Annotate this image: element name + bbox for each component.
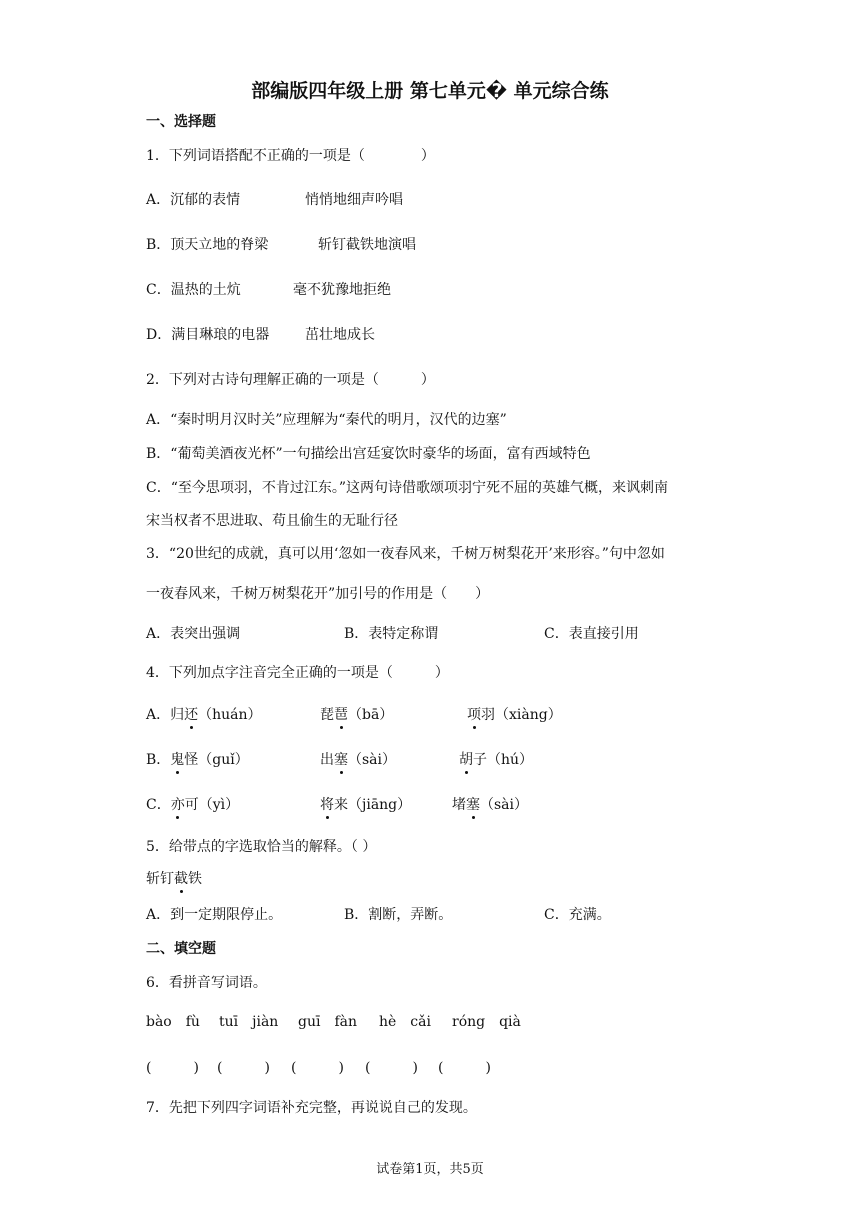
q4-option-b	[146, 750, 249, 770]
q6-pinyin-1: bào fù	[146, 1014, 200, 1030]
q4-b-w3-pinyin: （hú）	[487, 752, 534, 768]
q4-option-a-word2	[320, 705, 393, 725]
q4-option-b-word3	[459, 750, 533, 770]
q4-c-w2-char: 来	[334, 797, 348, 813]
q4-b-w2-dotted-char: 塞	[334, 752, 348, 768]
q1-option-a: A．沉郁的表情	[146, 192, 241, 208]
q4-b-char: 怪	[184, 752, 199, 768]
question-2-stem: 2．下列对古诗句理解正确的一项是（ ）	[146, 372, 435, 388]
q3-option-b: B．表特定称谓	[344, 626, 439, 642]
q4-b-w3-dotted-char: 胡	[459, 752, 473, 768]
q6-blank-5[interactable]: ( )	[438, 1060, 491, 1076]
q4-b-w2-char: 出	[320, 752, 334, 768]
q4-c-dotted-char: 亦	[170, 797, 185, 813]
q4-a-w3-dotted-char: 项	[467, 707, 481, 723]
q4-c-char: 可	[184, 797, 199, 813]
q4-a-w3-char: 羽	[481, 707, 495, 723]
q4-option-c	[146, 795, 239, 815]
q2-option-c-line2: 宋当权者不思进取、苟且偷生的无耻行径	[146, 513, 398, 529]
q4-a-pinyin: （huán）	[198, 707, 262, 723]
q4-c-pinyin: （yì）	[198, 797, 240, 813]
question-4-stem: 4．下列加点字注音完全正确的一项是（ ）	[146, 665, 449, 681]
q2-option-c-line1: C．“至今思项羽，不肯过江东。”这两句诗借歌颂项羽宁死不屈的英雄气概，来讽刺南	[146, 480, 669, 496]
q5-option-a: A．到一定期限停止。	[146, 907, 283, 923]
question-1-stem: 1．下列词语搭配不正确的一项是（ ）	[146, 148, 435, 164]
q4-a-w2-char: 琵	[320, 707, 334, 723]
section-heading-fill: 二、填空题	[146, 941, 216, 957]
q4-a-char: 归	[170, 707, 185, 723]
q6-pinyin-5: róng qià	[452, 1014, 521, 1030]
q6-blank-2[interactable]: ( )	[217, 1060, 270, 1076]
q1-option-d-phrase: 茁壮地成长	[305, 327, 375, 343]
q4-option-c-word2	[320, 795, 411, 815]
q4-c-w3-pinyin: （sài）	[480, 797, 529, 813]
q4-b-pinyin: （guǐ）	[198, 752, 249, 768]
q4-a-w2-pinyin: （bā）	[348, 707, 394, 723]
q6-pinyin-4: hè cǎi	[379, 1014, 431, 1030]
q3-option-c: C．表直接引用	[544, 626, 639, 642]
q4-a-label: A．	[146, 707, 171, 723]
q4-option-a	[146, 705, 262, 725]
q6-blank-1[interactable]: ( )	[146, 1060, 199, 1076]
q4-a-dotted-char: 还	[184, 707, 199, 723]
q6-blank-3[interactable]: ( )	[291, 1060, 344, 1076]
section-heading-choice: 一、选择题	[146, 114, 216, 130]
q1-option-c-phrase: 毫不犹豫地拒绝	[293, 282, 391, 298]
q4-c-label: C．	[146, 797, 171, 813]
q1-option-b-phrase: 斩钉截铁地演唱	[318, 237, 416, 253]
question-3-stem-line1: 3．“20世纪的成就，真可以用‘忽如一夜春风来，千树万树梨花开’来形容。”句中忽如	[146, 546, 665, 562]
q4-c-w3-dotted-char: 塞	[466, 797, 480, 813]
q4-option-a-word3	[467, 705, 562, 725]
q4-c-w2-pinyin: （jiāng）	[348, 797, 412, 813]
q6-blank-4[interactable]: ( )	[365, 1060, 418, 1076]
q4-a-w3-pinyin: （xiàng）	[495, 707, 562, 723]
q4-a-w2-dotted-char: 琶	[334, 707, 348, 723]
q5-word-post: 铁	[188, 871, 202, 887]
q6-pinyin-2: tuī jiàn	[219, 1014, 279, 1030]
q2-option-a: A．“秦时明月汉时关”应理解为“秦代的明月，汉代的边塞”	[146, 412, 507, 428]
q2-option-b: B．“葡萄美酒夜光杯”一句描绘出宫廷宴饮时豪华的场面，富有西域特色	[146, 446, 591, 462]
question-6-stem: 6．看拼音写词语。	[146, 975, 267, 991]
q1-option-b: B．顶天立地的脊梁	[146, 237, 269, 253]
q5-word-pre: 斩钉	[146, 871, 174, 887]
q3-option-a: A．表突出强调	[146, 626, 241, 642]
q4-option-c-word3	[452, 795, 528, 815]
q1-option-a-phrase: 悄悄地细声吟唱	[305, 192, 403, 208]
page-footer: 试卷第1页，共5页	[376, 1162, 484, 1177]
q4-b-w2-pinyin: （sài）	[348, 752, 397, 768]
q5-option-b: B．割断，弄断。	[344, 907, 453, 923]
q4-c-w3-char: 堵	[452, 797, 466, 813]
q4-option-b-word2	[320, 750, 396, 770]
q1-option-c: C．温热的土炕	[146, 282, 241, 298]
q6-pinyin-3: guī fàn	[298, 1014, 358, 1030]
q5-dotted-char: 截	[174, 871, 188, 887]
question-3-stem-line2: 一夜春风来，千树万树梨花开”加引号的作用是（ ）	[146, 586, 490, 602]
page-title: 部编版四年级上册 第七单元� 单元综合练	[251, 80, 609, 102]
q5-option-c: C．充满。	[544, 907, 611, 923]
question-7-stem: 7．先把下列四字词语补充完整，再说说自己的发现。	[146, 1100, 477, 1116]
q5-word	[146, 869, 202, 889]
q4-b-w3-char: 子	[473, 752, 487, 768]
question-5-stem: 5．给带点的字选取恰当的解释。（ ）	[146, 839, 377, 855]
q4-b-dotted-char: 鬼	[170, 752, 185, 768]
q1-option-d: D．满目琳琅的电器	[146, 327, 270, 343]
q4-c-w2-dotted-char: 将	[320, 797, 334, 813]
q4-b-label: B．	[146, 752, 171, 768]
